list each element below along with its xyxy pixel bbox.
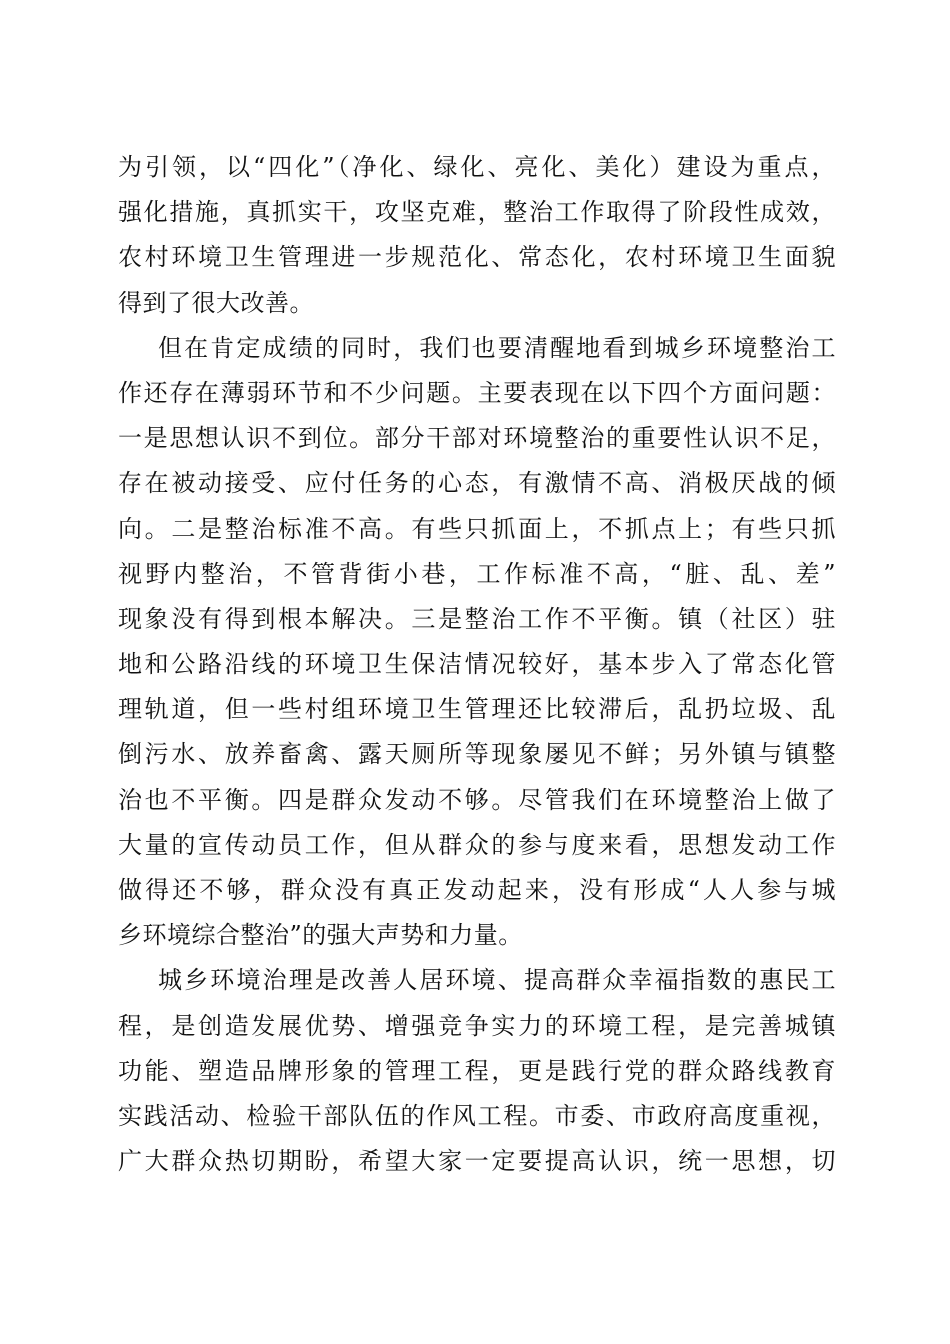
- text-line: 向。二是整治标准不高。有些只抓面上，不抓点上；有些只抓: [118, 514, 836, 543]
- text-line: 地和公路沿线的环境卫生保洁情况较好，基本步入了常态化管: [118, 650, 836, 679]
- text-line: 广大群众热切期盼，希望大家一定要提高认识，统一思想，切: [118, 1147, 836, 1176]
- document-body: [118, 145, 836, 1184]
- text-line: 视野内整治，不管背街小巷，工作标准不高，“脏、乱、差”: [118, 559, 836, 588]
- text-line: 农村环境卫生管理进一步规范化、常态化，农村环境卫生面貌: [118, 243, 836, 272]
- text-line: 乡环境综合整治”的强大声势和力量。: [118, 921, 523, 950]
- text-line: 但在肯定成绩的同时，我们也要清醒地看到城乡环境整治工: [158, 333, 836, 362]
- text-line: 作还存在薄弱环节和不少问题。主要表现在以下四个方面问题：: [118, 378, 836, 407]
- text-line: 得到了很大改善。: [118, 288, 314, 317]
- text-line: 大量的宣传动员工作，但从群众的参与度来看，思想发动工作: [118, 830, 836, 859]
- text-line: 程，是创造发展优势、增强竞争实力的环境工程，是完善城镇: [118, 1011, 836, 1040]
- text-line: 治也不平衡。四是群众发动不够。尽管我们在环境整治上做了: [118, 785, 836, 814]
- text-line: 强化措施，真抓实干，攻坚克难，整治工作取得了阶段性成效，: [118, 198, 836, 227]
- paragraph-3: [118, 958, 836, 1184]
- text-line: 实践活动、检验干部队伍的作风工程。市委、市政府高度重视，: [118, 1101, 836, 1130]
- text-line: 为引领，以“四化”（净化、绿化、亮化、美化）建设为重点，: [118, 153, 836, 181]
- text-line: 一是思想认识不到位。部分干部对环境整治的重要性认识不足，: [118, 424, 836, 453]
- text-line: 现象没有得到根本解决。三是整治工作不平衡。镇（社区）驻: [118, 604, 836, 633]
- paragraph-2: [118, 326, 836, 959]
- text-line: 存在被动接受、应付任务的心态，有激情不高、消极厌战的倾: [118, 469, 836, 498]
- text-line: 倒污水、放养畜禽、露天厕所等现象屡见不鲜；另外镇与镇整: [118, 740, 836, 769]
- text-line: 理轨道，但一些村组环境卫生管理还比较滞后，乱扔垃圾、乱: [118, 695, 836, 724]
- paragraph-1: [118, 145, 836, 326]
- text-line: 功能、塑造品牌形象的管理工程，更是践行党的群众路线教育: [118, 1056, 836, 1085]
- text-line: 做得还不够，群众没有真正发动起来，没有形成“人人参与城: [118, 876, 836, 904]
- text-line: 城乡环境治理是改善人居环境、提高群众幸福指数的惠民工: [158, 966, 836, 995]
